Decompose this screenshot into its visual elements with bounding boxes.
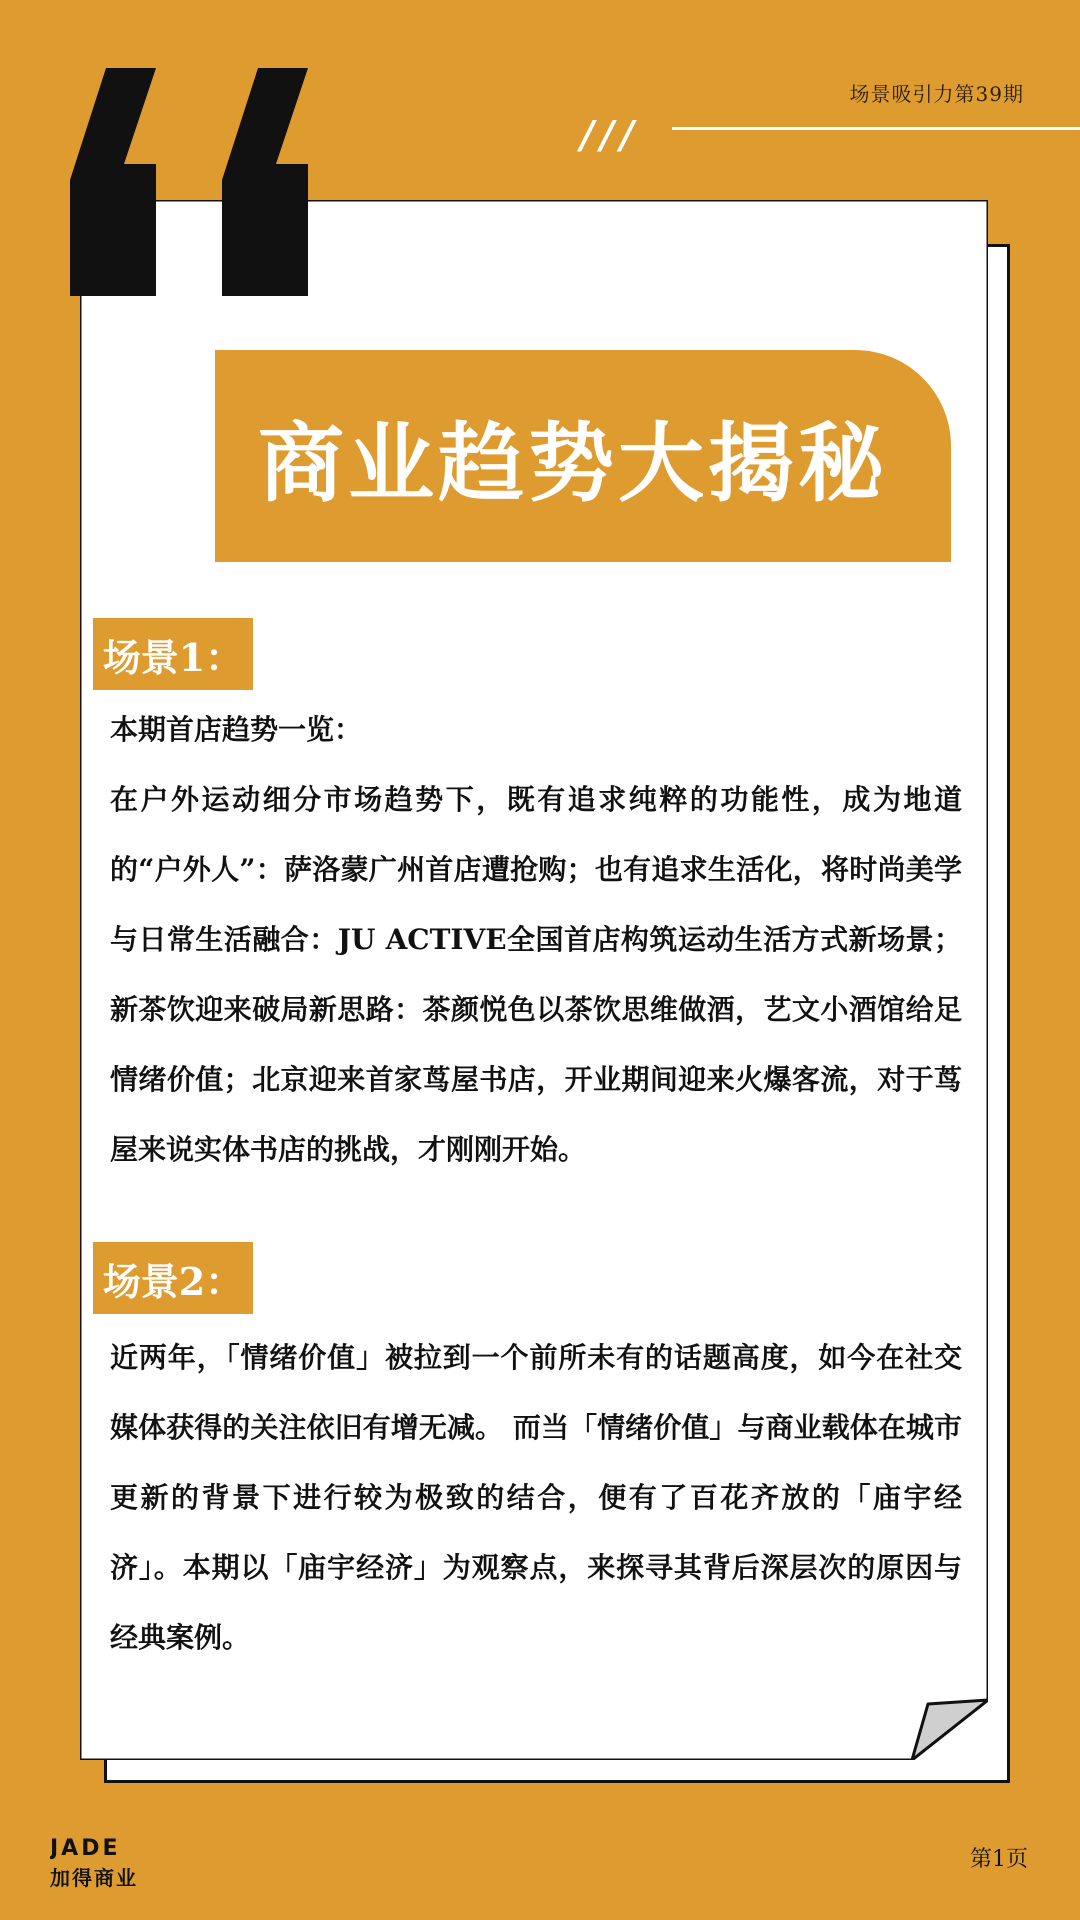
scene-1-tag: 场景1： [93,618,253,690]
logo-wordmark: JADE [50,1836,121,1859]
title-banner [215,350,951,562]
page-title: 商业趋势大揭秘 [258,413,888,514]
issue-label: 场景吸引力第39期 [849,82,1024,106]
slash-decoration: /// [580,112,640,157]
page-number: 第1页 [970,1847,1028,1872]
jade-logo [50,1835,146,1859]
logo-chinese-name: 加得商业 [50,1866,138,1890]
scene-2-tag: 场景2： [93,1242,253,1314]
scene-1-heading: 本期首店趋势一览： [110,713,363,746]
scene-1-text [110,695,962,1185]
scene-2-body: 近两年，「情绪价值」被拉到一个前所未有的话题高度，如今在社交媒体获得的关注依旧有增无减。 而当「情绪价值」与商业载体在城市更新的背景下进行较为极致的结合，便有了百花齐放的「庙宇经济」。本期以「庙宇经济」为观察点，来探寻其背后深层次的原因与经典案例。 [110,1341,962,1654]
quote-mark-icon [68,68,328,300]
scene-2-text [110,1323,962,1673]
header-divider [672,127,1080,130]
scene-1-body: 在户外运动细分市场趋势下，既有追求纯粹的功能性，成为地道的“户外人”：萨洛蒙广州首店遭抢购；也有追求生活化，将时尚美学与日常生活融合：JU ACTIVE全国首店构筑运动生活方式新场景；新茶饮迎来破局新思路：茶颜悦色以茶饮思维做酒，艺文小酒馆给足情绪价值；北京迎来首家茑屋书店，开业期间迎来火爆客流，对于茑屋来说实体书店的挑战，才刚刚开始。 [110,783,962,1166]
